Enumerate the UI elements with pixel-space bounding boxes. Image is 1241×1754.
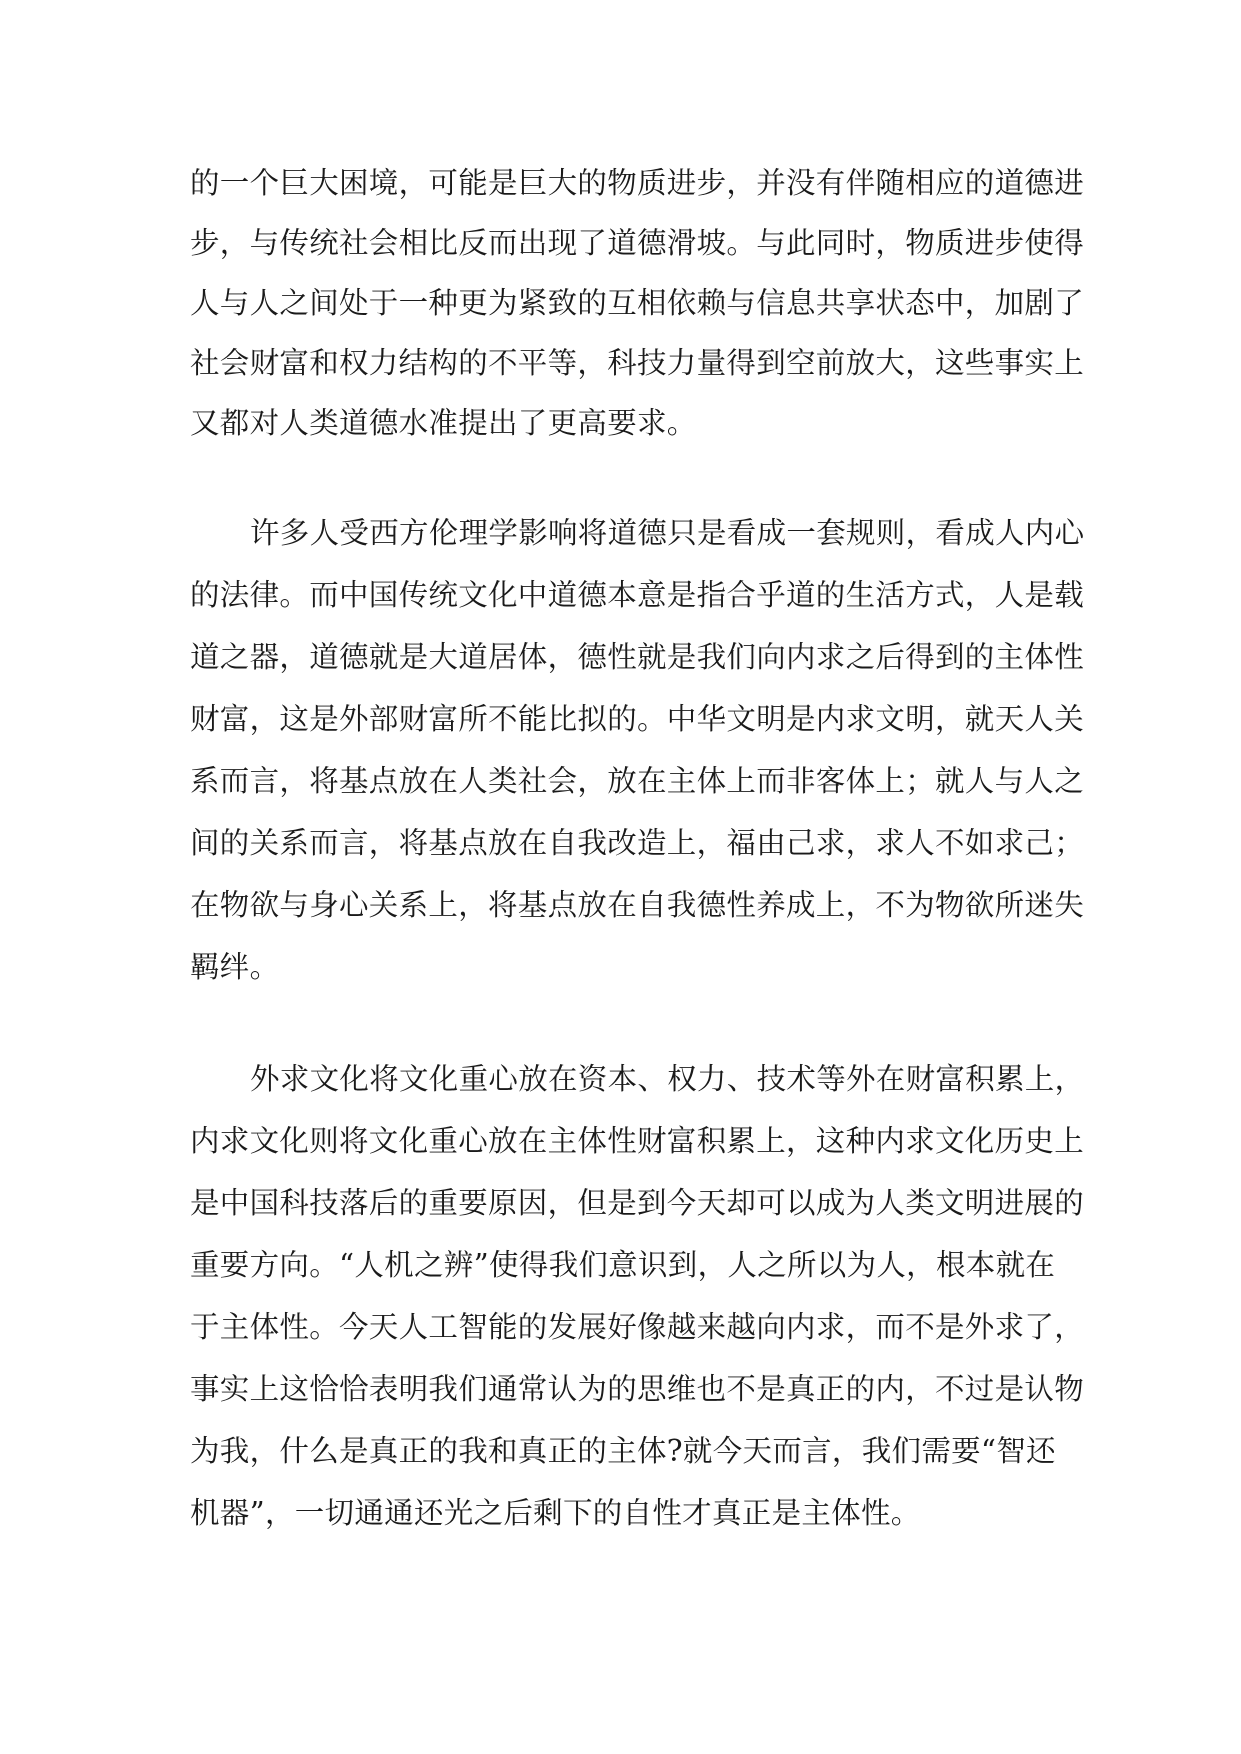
paragraph-3-line-5: 于主体性。今天人工智能的发展好像越来越向内求，而不是外求了， — [190, 1310, 1085, 1344]
paragraph-3-line-1: 外求文化将文化重心放在资本、权力、技术等外在财富积累上， — [250, 1062, 1085, 1096]
paragraph-2-line-5: 系而言，将基点放在人类社会，放在主体上而非客体上；就人与人之 — [190, 764, 1085, 798]
paragraph-2-line-2: 的法律。而中国传统文化中道德本意是指合乎道的生活方式，人是载 — [190, 578, 1085, 612]
paragraph-2-line-6: 间的关系而言，将基点放在自我改造上，福由己求，求人不如求己； — [190, 826, 1085, 860]
paragraph-2-line-3: 道之器，道德就是大道居体，德性就是我们向内求之后得到的主体性 — [190, 640, 1085, 674]
paragraph-3-line-6: 事实上这恰恰表明我们通常认为的思维也不是真正的内，不过是认物 — [190, 1372, 1085, 1406]
paragraph-2-line-1: 许多人受西方伦理学影响将道德只是看成一套规则，看成人内心 — [250, 516, 1085, 550]
paragraph-1-line-4: 社会财富和权力结构的不平等，科技力量得到空前放大，这些事实上 — [190, 346, 1085, 380]
paragraph-1-line-3: 人与人之间处于一种更为紧致的互相依赖与信息共享状态中，加剧了 — [190, 286, 1085, 320]
paragraph-1-line-2: 步，与传统社会相比反而出现了道德滑坡。与此同时，物质进步使得 — [190, 226, 1085, 260]
paragraph-1-line-5: 又都对人类道德水准提出了更高要求。 — [190, 406, 697, 440]
paragraph-3-line-8: 机器”，一切通通还光之后剩下的自性才真正是主体性。 — [190, 1496, 921, 1530]
paragraph-2-line-4: 财富，这是外部财富所不能比拟的。中华文明是内求文明，就天人关 — [190, 702, 1085, 736]
paragraph-2-line-8: 羁绊。 — [190, 950, 280, 984]
paragraph-3-line-4: 重要方向。“人机之辨”使得我们意识到，人之所以为人，根本就在 — [190, 1248, 1056, 1282]
paragraph-3-line-2: 内求文化则将文化重心放在主体性财富积累上，这种内求文化历史上 — [190, 1124, 1085, 1158]
paragraph-2-line-7: 在物欲与身心关系上，将基点放在自我德性养成上，不为物欲所迷失 — [190, 888, 1085, 922]
paragraph-3-line-3: 是中国科技落后的重要原因，但是到今天却可以成为人类文明进展的 — [190, 1186, 1085, 1220]
paragraph-3-line-7: 为我，什么是真正的我和真正的主体?就今天而言，我们需要“智还 — [190, 1434, 1056, 1468]
paragraph-1-line-1: 的一个巨大困境，可能是巨大的物质进步，并没有伴随相应的道德进 — [190, 166, 1085, 200]
